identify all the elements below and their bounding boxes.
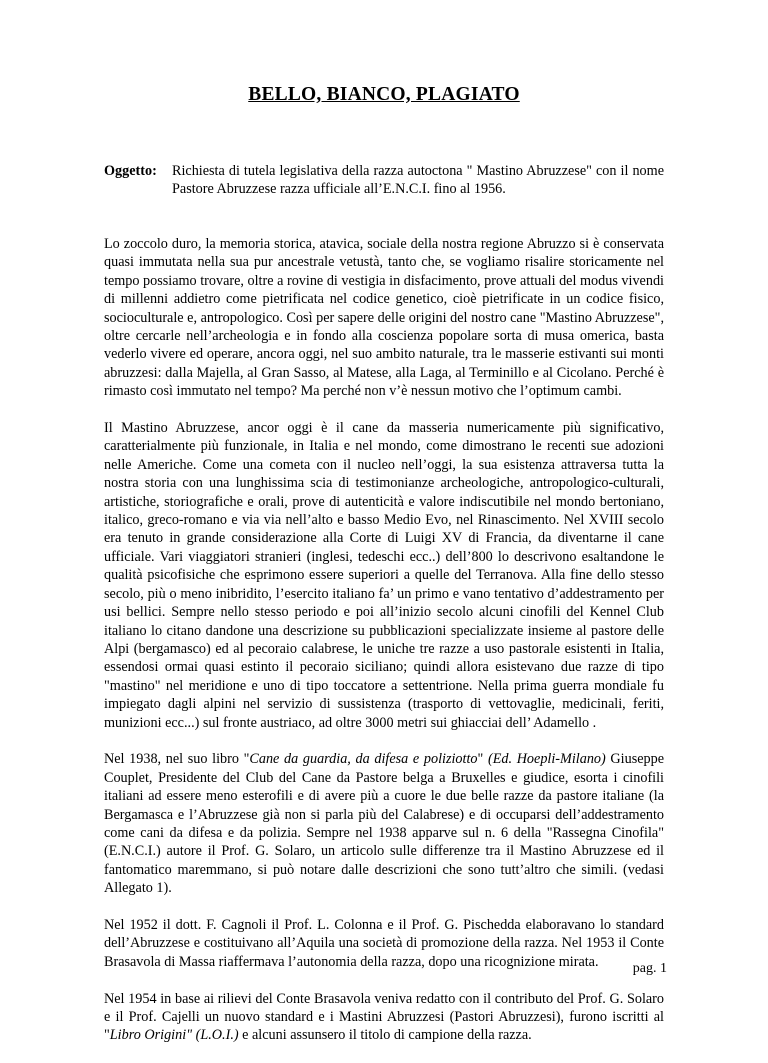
book-title: Cane da guardia, da difesa e poliziotto [249,751,478,768]
paragraph-3-quote: " [477,751,488,768]
page-number: pag. 1 [632,961,667,976]
publisher: (Ed. Hoepli-Milano) [487,751,606,768]
document-title: BELLO, BIANCO, PLAGIATO [248,84,520,105]
paragraph-2: Il Mastino Abruzzese, ancor oggi è il cane da masseria numericamente più significativo, caratterialmente più funzionale, in Italia e nel mondo, come dimostrano le recenti sue adozioni nelle Americhe. Come una cometa con il nucleo nell’oggi, la sua esistenza attraversa tutta la nostra storia con una lunghissima scia di testimonianze archeologiche, antropologico-culturali, artistiche, storiografiche e orali, prove di autenticità e valore indiscutibile nel mondo bertoniano, italico, greco-romano e via via nell’alto e basso Medio Evo, nel Rinascimento. Nel XVIII secolo era tenuto in grande considerazione alla Corte di Luigi XV di Francia, da diventarne il cane ufficiale. Vari viaggiatori stranieri (inglesi, tedeschi ecc..) dell’800 lo descrivono esaltandone le qualità psicofisiche che esprimono essere superiori a quelle del Terranova. Alla fine dello stesso secolo, più o meno inibridito, l’esercito italiano fa’ un primo e vano tentativo d’addestramento per usi bellici. Sempre nello stesso periodo e poi all’inizio secolo alcuni cinofili del Kennel Club italiano lo citano dandone una descrizione su pubblicazioni specializzate insieme al pastore delle Alpi (bergamasco) ed al pecoraio calabrese, le uniche tre razze a uso pastorale esistenti in Italia, essendosi ormai quasi estinto il pecoraio siciliano; quindi allora esistevano due razze di tipo "mastino" nel meridione e uno di tipo toccatore a settentrione. Nella prima guerra mondiale fu impiegato dagli alpini nel servizio di sussistenza (trasporto di vettovaglie, medicinali, feriti, munizioni ecc...) sul fronte austriaco, ad oltre 3000 metri sui ghiacciai dell’ Adamello . [104,420,664,731]
subject-text: Richiesta di tutela legislativa della razza autoctona " Mastino Abruzzese" con il nome Pastore Abruzzese razza ufficiale all’E.N.C.I. fino al 1956. [172,163,664,198]
subject-block [104,162,664,199]
body-text [104,235,664,1063]
paragraph-4: Nel 1952 il dott. F. Cagnoli il Prof. L. Colonna e il Prof. G. Pischedda elaboravano lo standard dell’Abruzzese e costituivano all’Aquila una società di promozione della razza. Nel 1953 il Conte Brasavola di Massa riaffermava l’autonomia della razza, dopo una ricognizione mirata. [104,916,664,970]
paragraph-5 [104,990,664,1045]
paragraph-5-text-start: Nel 1954 in base ai rilievi del Conte Brasavola veniva redatto con il contributo del Prof. G. Solaro e il Prof. Cajelli un nuovo standard e i Mastini Abruzzesi (Pastori Abruzzesi), furono iscritti al " [104,990,664,1044]
subject-label: Oggetto: [104,163,157,179]
paragraph-3-text-end: Giuseppe Couplet, Presidente del Club del Cane da Pastore belga a Bruxelles e giudice, esorta i cinofili italiani ad essere meno esterofili e di avere più a cuore le due belle razze da pastore italiane (la Bergamasca e l’Abruzzese già non si parla più del Calabrese) e di occuparsi dell’addestramento come cani da difesa e da polizia. Sempre nel 1938 apparve sul n. 6 della "Rassegna Cinofila" (E.N.C.I.) autore il Prof. G. Solaro, un articolo sulle differenze tra il Mastino Abruzzese ed il fantomatico maremmano, si può notare dalle descrizioni che sono tutt’altro che simili. (vedasi Allegato 1). [104,751,664,897]
paragraph-3-text-start: Nel 1938, nel suo libro " [104,751,250,768]
registry-name: Libro Origini" (L.O.I.) [109,1027,239,1044]
paragraph-3 [104,750,664,897]
paragraph-5-text-end: e alcuni assunsero il titolo di campione della razza. [238,1027,532,1044]
paragraph-1: Lo zoccolo duro, la memoria storica, atavica, sociale della nostra regione Abruzzo si è conservata quasi immutata nella sua pur ancestrale vetustà, tanto che, se vogliamo risalire storicamente nel tempo possiamo trovare, oltre a rovine di vestigia in disfacimento, prove attuali del modus vivendi di millenni addietro come pietrificata nel codice genetico, cioè pietrificate in un codice fisico, socioculturale e, antropologico. Così per sapere delle origini del nostro cane "Mastino Abruzzese", oltre cercarle nell’archeologia e in fondo alla coscienza popolare sorta di musa omerica, basta vederlo vivere ed operare, ancora oggi, nel suo ambito naturale, tra le masserie estivanti sui monti abruzzesi: dalla Majella, al Gran Sasso, al Matese, alla Laga, al Terminillo e al Cicolano. Perché è rimasto così immutato nel tempo? Ma perché non v’è nessun motivo che l’optimum cambi. [104,236,664,400]
